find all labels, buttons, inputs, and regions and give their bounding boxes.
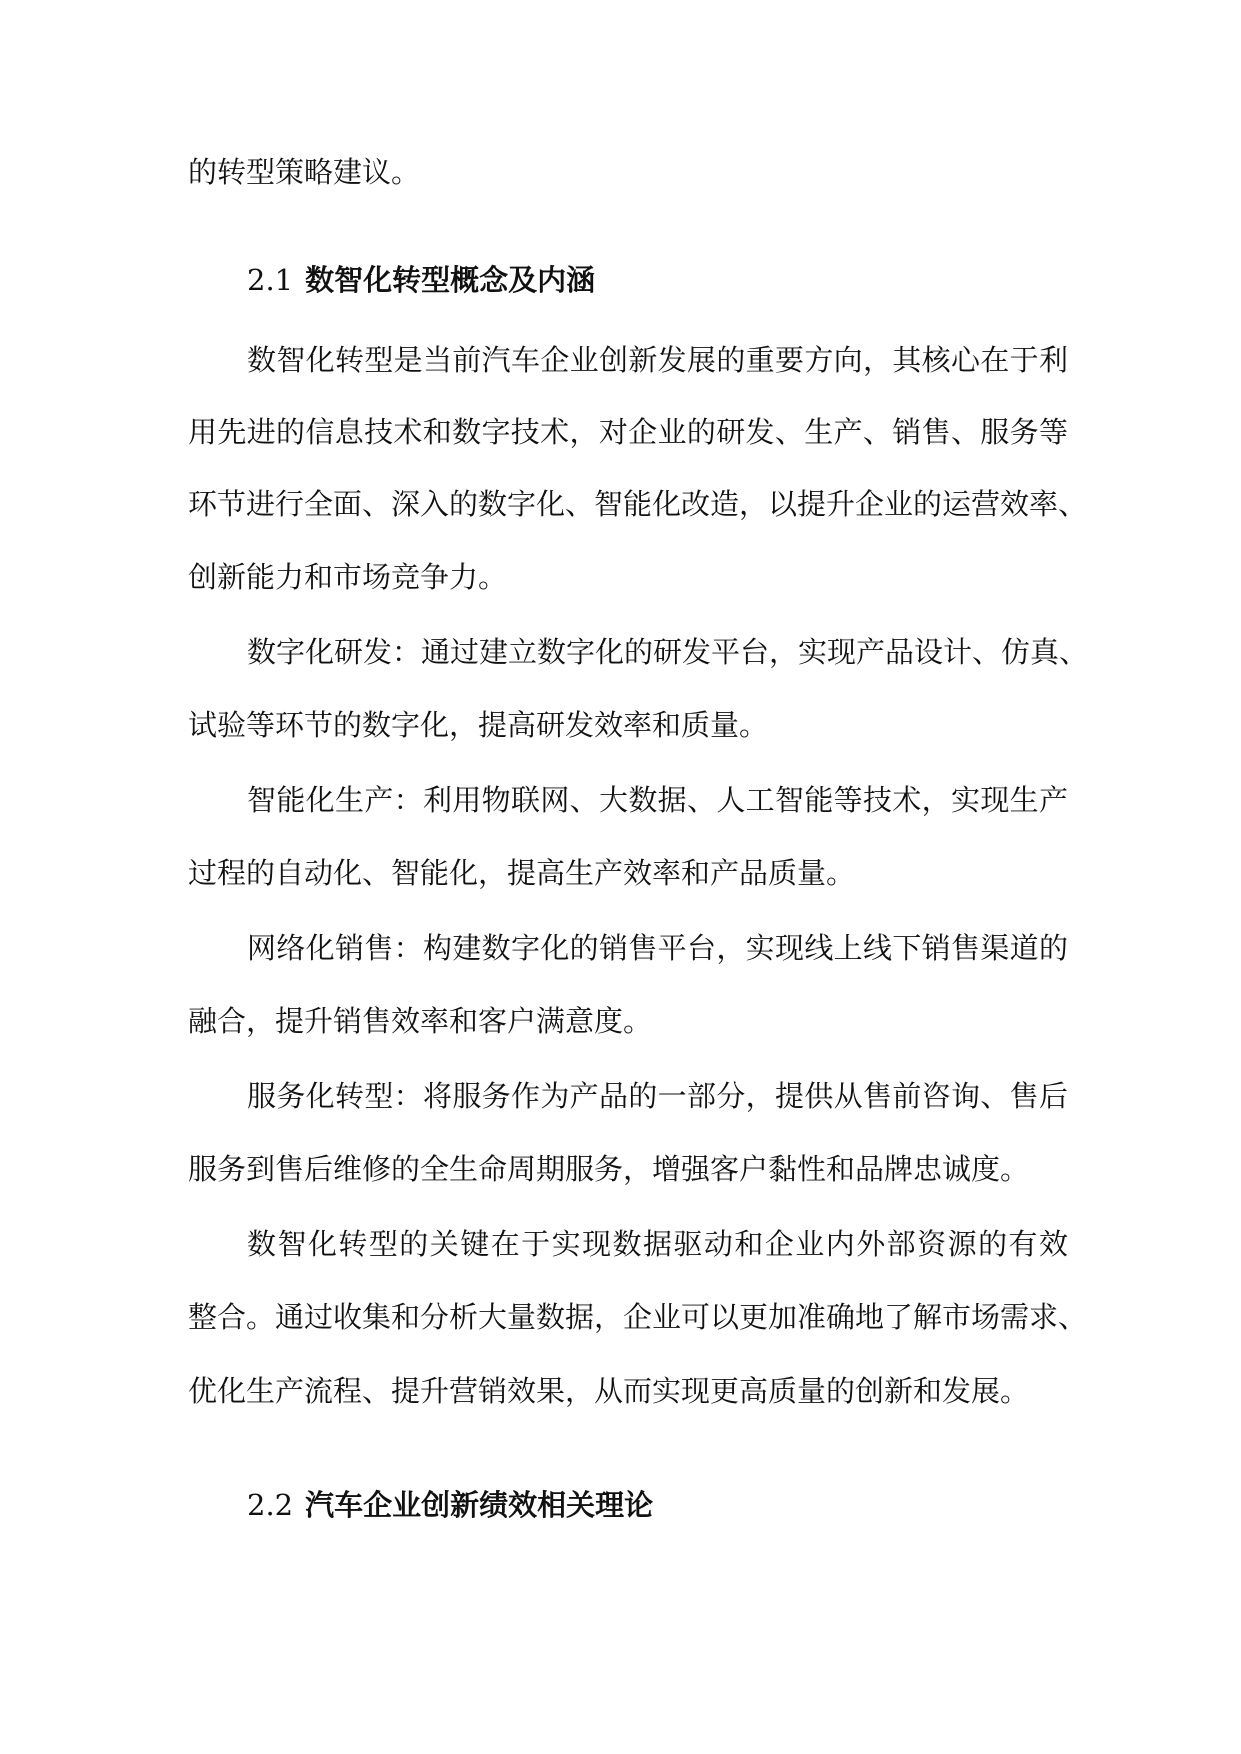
paragraph-line: 智能化生产：利用物联网、大数据、人工智能等技术，实现生产 [247, 783, 1068, 817]
paragraph-line: 环节进行全面、深入的数字化、智能化改造，以提升企业的运营效率、 [188, 487, 1088, 521]
section-title: 汽车企业创新绩效相关理论 [305, 1488, 654, 1522]
section-title: 数智化转型概念及内涵 [305, 263, 596, 297]
paragraph-line: 服务化转型：将服务作为产品的一部分，提供从售前咨询、售后 [247, 1079, 1068, 1113]
section-heading-2-1 [247, 260, 595, 300]
paragraph-line: 服务到售后维修的全生命周期服务，增强客户黏性和品牌忠诚度。 [188, 1152, 1030, 1186]
paragraph-line: 整合。通过收集和分析大量数据，企业可以更加准确地了解市场需求、 [188, 1300, 1088, 1334]
paragraph-line: 融合，提升销售效率和客户满意度。 [188, 1004, 653, 1038]
section-heading-2-2 [247, 1485, 653, 1525]
paragraph-line: 创新能力和市场竞争力。 [188, 560, 508, 594]
paragraph-line: 网络化销售：构建数字化的销售平台，实现线上线下销售渠道的 [247, 931, 1068, 965]
continuation-text: 的转型策略建议。 [188, 155, 421, 189]
paragraph-line: 数智化转型的关键在于实现数据驱动和企业内外部资源的有效 [247, 1227, 1068, 1261]
paragraph-line: 数字化研发：通过建立数字化的研发平台，实现产品设计、仿真、 [247, 635, 1089, 669]
paragraph-line: 过程的自动化、智能化，提高生产效率和产品质量。 [188, 856, 856, 890]
paragraph-line: 试验等环节的数字化，提高研发效率和质量。 [188, 708, 769, 742]
paragraph-line: 数智化转型是当前汽车企业创新发展的重要方向，其核心在于利 [247, 343, 1068, 377]
paragraph-line: 优化生产流程、提升营销效果，从而实现更高质量的创新和发展。 [188, 1374, 1030, 1408]
section-number: 2.2 [247, 1488, 294, 1522]
paragraph-line: 用先进的信息技术和数字技术，对企业的研发、生产、销售、服务等 [188, 415, 1068, 449]
section-number: 2.1 [247, 263, 294, 297]
